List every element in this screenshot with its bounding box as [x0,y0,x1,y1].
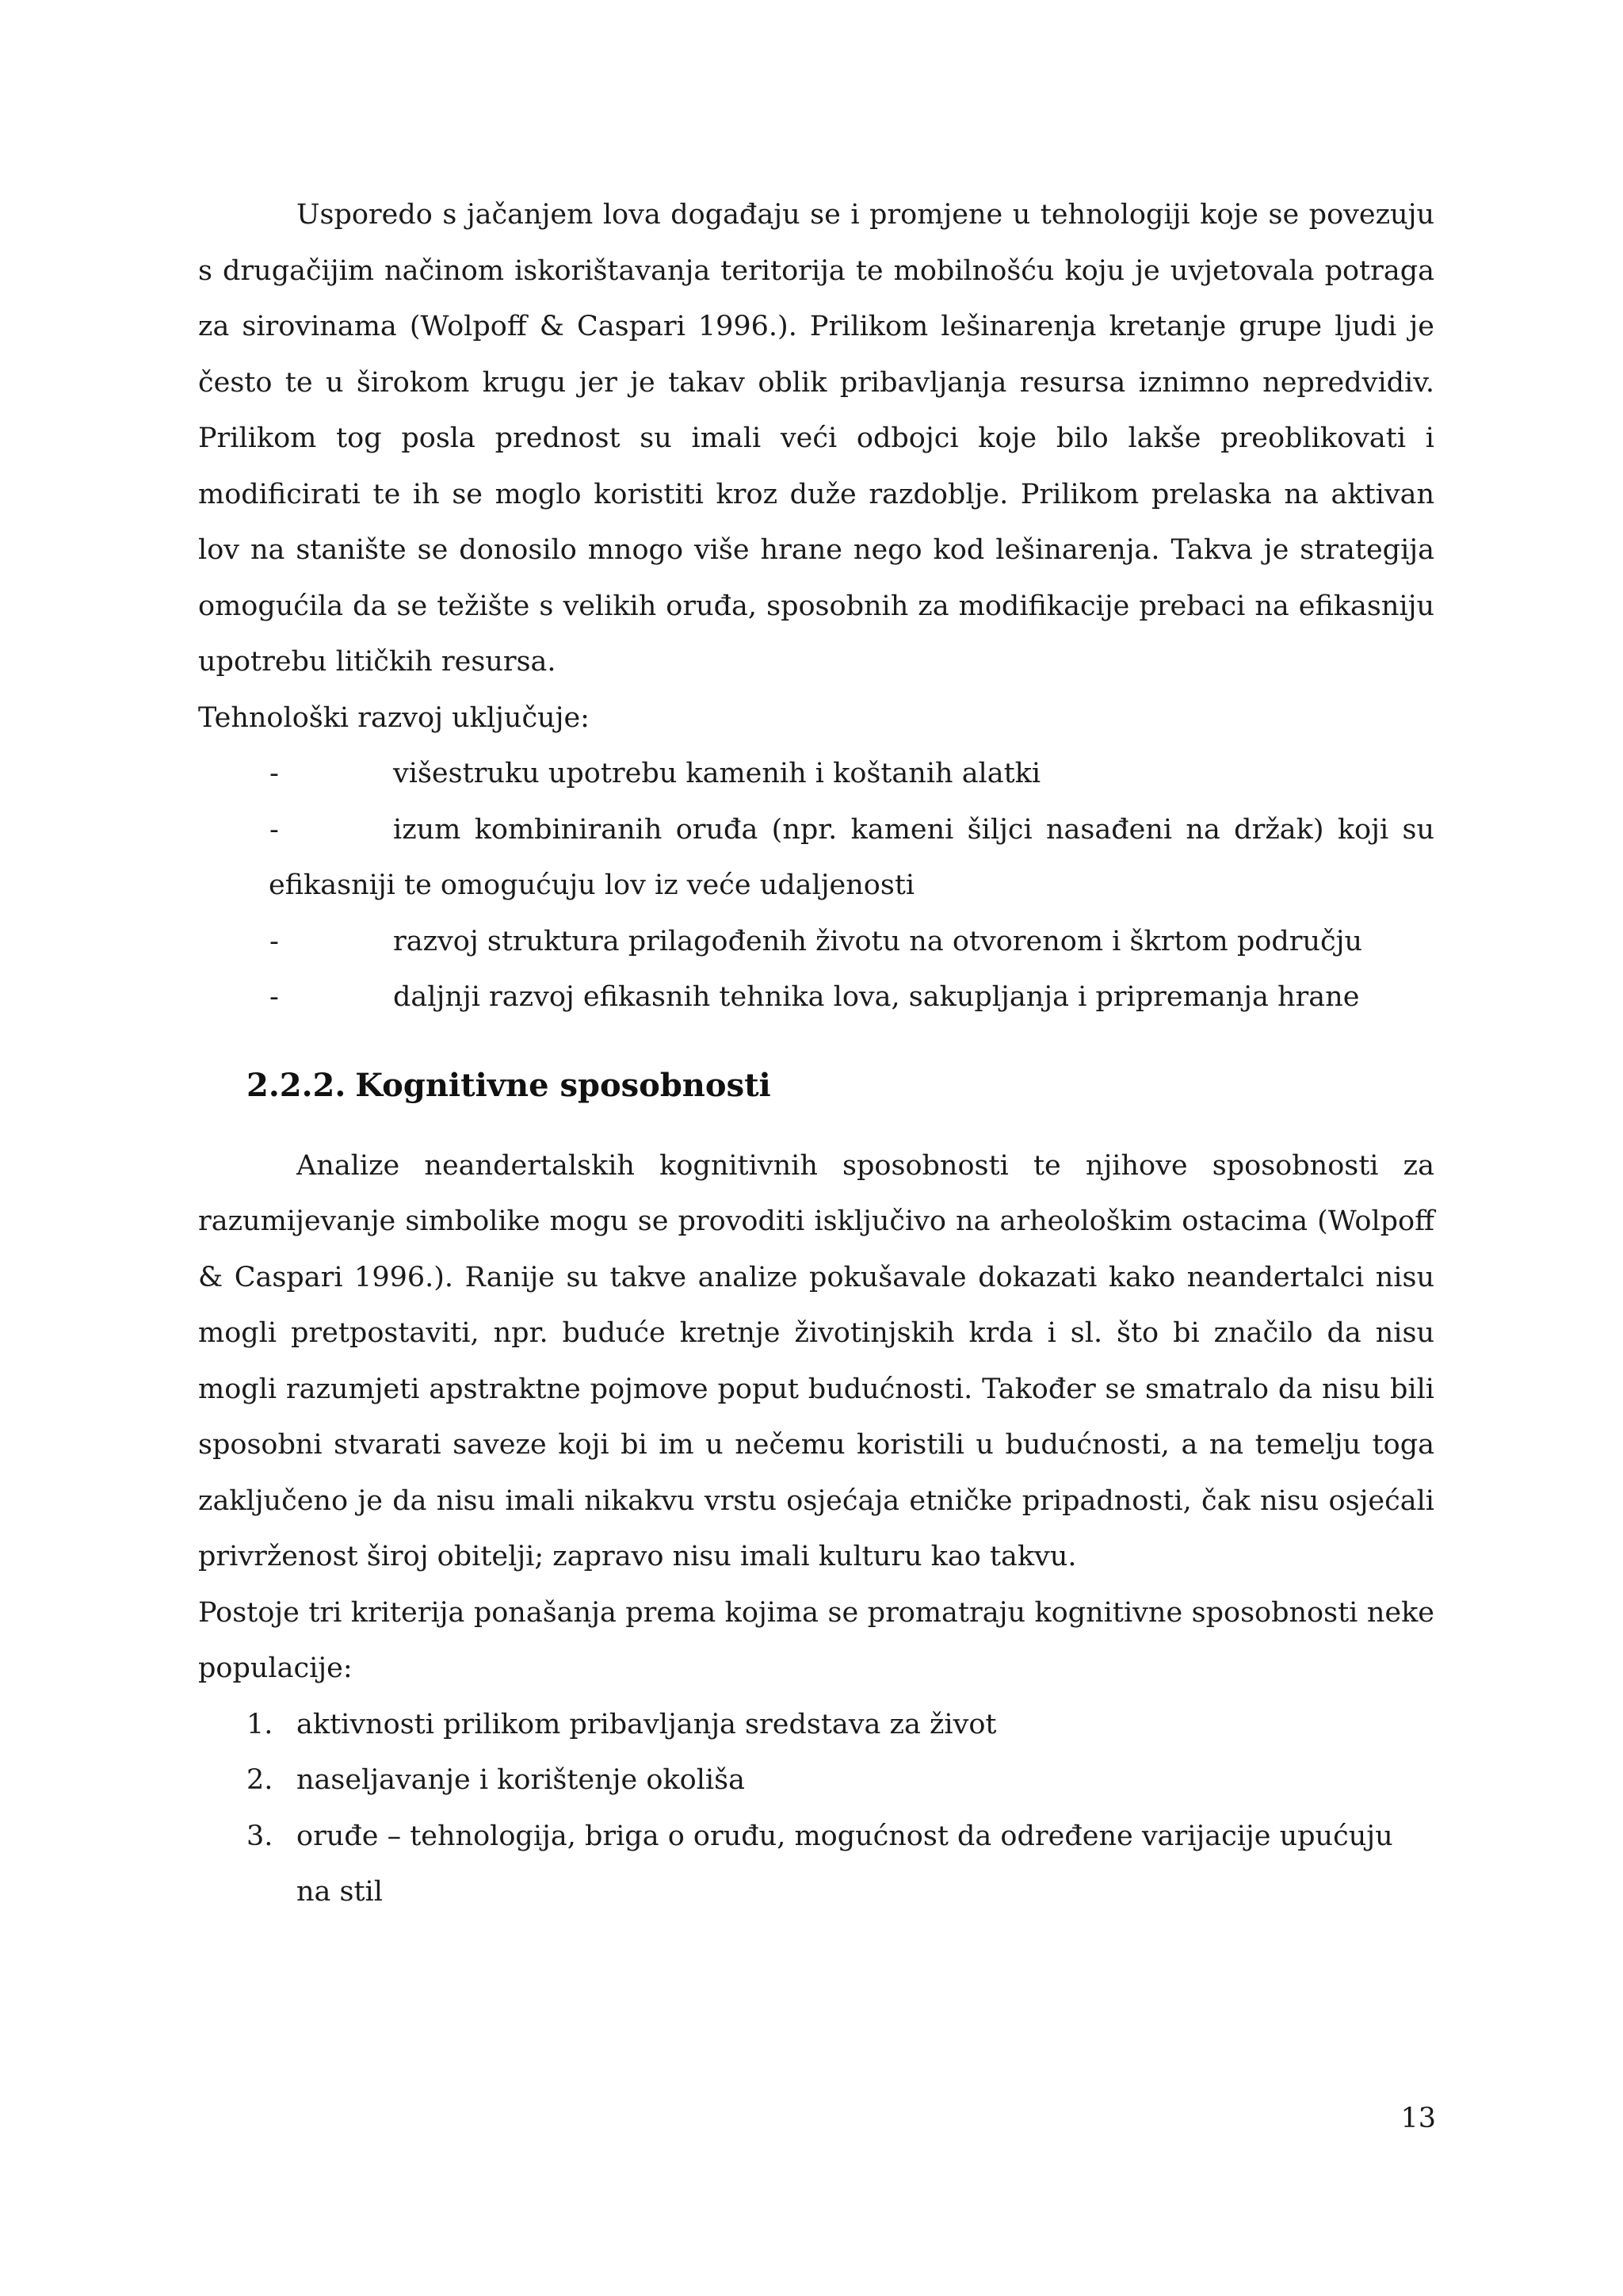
list-item-text: naseljavanje i korištenje okoliša [296,1764,745,1797]
list-item-text: višestruku upotrebu kamenih i koštanih alatki [393,758,1041,789]
section-heading [246,1060,1434,1112]
list-item-text: izum kombiniranih oruđa (npr. kameni šiljci nasađeni na držak) koji su efikasniji te omogućuju lov iz veće udaljenosti [269,813,1434,901]
paragraph-cognitive-analysis: Analize neandertalskih kognitivnih sposobnosti te njihove sposobnosti za razumijevanje simbolike mogu se provoditi isključivo na arheološkim ostacima (Wolpoff & Caspari 1996.). Ranije su takve analize pokušavale dokazati kako neandertalci nisu mogli pretpostaviti, npr. buduće kretnje životinjskih krda i sl. što bi značilo da nisu mogli razumjeti apstraktne pojmove poput budućnosti. Također se smatralo da nisu bili sposobni stvarati saveze koji bi im u nečemu koristili u budućnosti, a na temelju toga zaključeno je da nisu imali nikakvu vrstu osjećaja etničke pripadnosti, čak nisu osjećali privrženost široj obitelji; zapravo nisu imali kulturu kao takvu. [198,1149,1434,1573]
list-item-text: razvoj struktura prilagođenih životu na otvorenom i škrtom području [393,925,1363,957]
list-item [198,746,1434,802]
list-number: 1. [246,1708,273,1740]
list-item-text: daljnji razvoj efikasnih tehnika lova, sakupljanja i pripremanja hrane [393,981,1360,1013]
list-dash: - [269,813,279,846]
list-item [198,1697,1434,1753]
page-number: 13 [1400,2103,1436,2134]
list-item-text: aktivnosti prilikom pribavljanja sredstava za život [296,1708,997,1740]
list-item [198,1809,1434,1920]
list-dash: - [269,925,279,957]
technology-list-intro: Tehnološki razvoj uključuje: [198,701,590,734]
list-item [198,802,1434,914]
list-item-text: oruđe – tehnologija, briga o oruđu, mogućnost da određene varijacije upućuju na stil [296,1820,1393,1908]
document-page-body [198,187,1434,1920]
section-number: 2.2.2. [246,1066,346,1104]
list-item [198,914,1434,970]
technology-list [198,746,1434,1026]
paragraph-technology-changes: Usporedo s jačanjem lova događaju se i promjene u tehnologiji koje se povezuju s drugačijim načinom iskorištavanja teritorija te mobilnošću koju je uvjetovala potraga za sirovinama (Wolpoff & Caspari 1996.). Prilikom lešinarenja kretanje grupe ljudi je često te u širokom krugu jer je takav oblik pribavljanja resursa iznimno nepredvidiv. Prilikom tog posla prednost su imali veći odbojci koje bilo lakše preoblikovati i modificirati te ih se moglo koristiti kroz duže razdoblje. Prilikom prelaska na aktivan lov na stanište se donosilo mnogo više hrane nego kod lešinarenja. Takva je strategija omogućila da se težište s velikih oruđa, sposobnih za modifikacije prebaci na efikasniju upotrebu litičkih resursa. [198,199,1434,678]
criteria-list-intro: Postoje tri kriterija ponašanja prema kojima se promatraju kognitivne sposobnosti neke populacije: [198,1596,1434,1685]
list-dash: - [269,981,279,1013]
list-item [198,969,1434,1026]
list-item [198,1752,1434,1809]
list-number: 3. [246,1820,273,1852]
list-number: 2. [246,1764,273,1797]
section-title: Kognitivne sposobnosti [355,1066,771,1104]
criteria-list [198,1697,1434,1920]
list-dash: - [269,758,279,789]
